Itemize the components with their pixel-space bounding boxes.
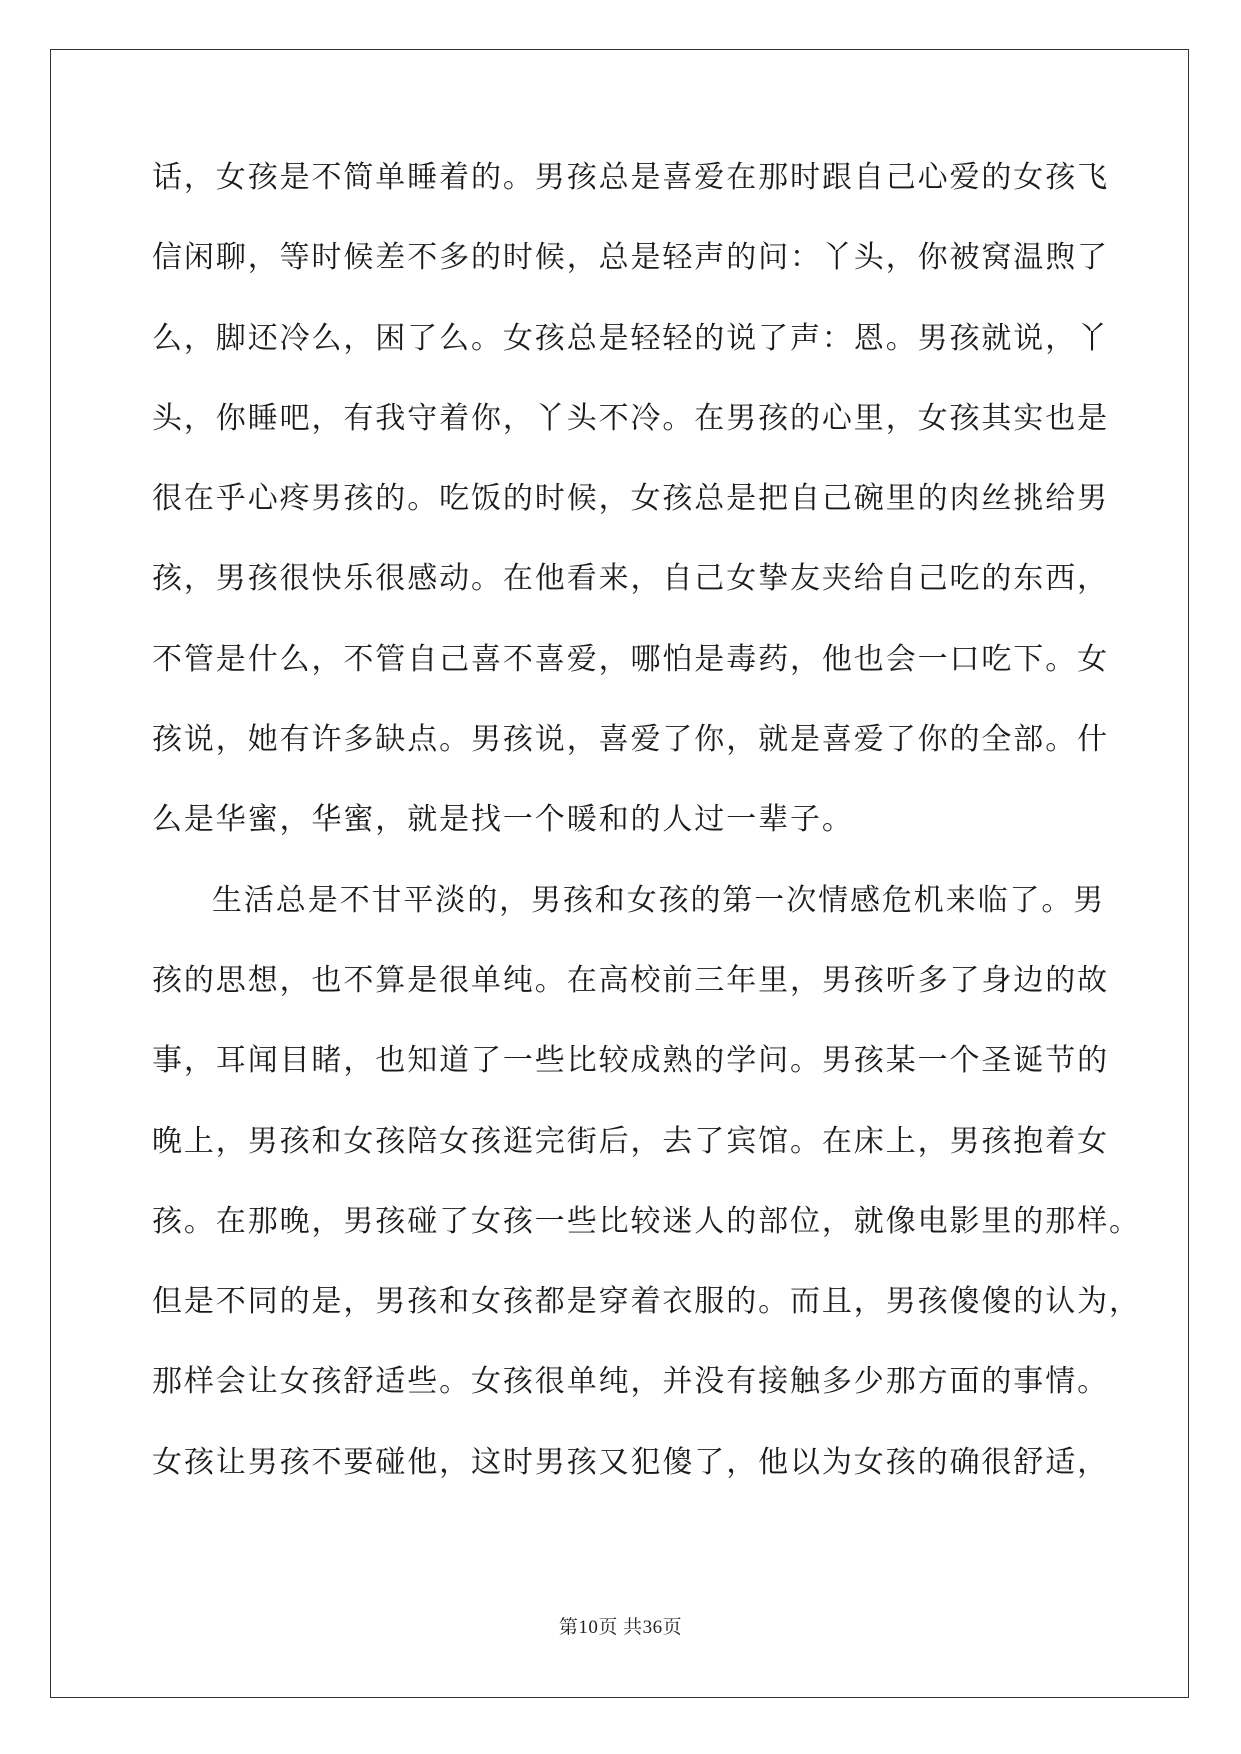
text-line: 事，耳闻目睹，也知道了一些比较成熟的学问。男孩某一个圣诞节的 xyxy=(152,1043,1109,1079)
text-line: 不管是什么，不管自己喜不喜爱，哪怕是毒药，他也会一口吃下。女 xyxy=(152,641,1109,677)
text-line: 么是华蜜，华蜜，就是找一个暖和的人过一辈子。 xyxy=(152,802,854,838)
text-line: 那样会让女孩舒适些。女孩很单纯，并没有接触多少那方面的事情。 xyxy=(152,1364,1109,1400)
text-line: 晚上，男孩和女孩陪女孩逛完街后，去了宾馆。在床上，男孩抱着女 xyxy=(152,1123,1109,1159)
text-line: 孩。在那晚，男孩碰了女孩一些比较迷人的部位，就像电影里的那样。 xyxy=(152,1203,1141,1239)
text-line: 头，你睡吧，有我守着你，丫头不冷。在男孩的心里，女孩其实也是 xyxy=(152,400,1109,436)
paragraph-first-line: 生活总是不甘平淡的，男孩和女孩的第一次情感危机来临了。男 xyxy=(212,882,1106,918)
page-number: 第10页 共36页 xyxy=(558,1617,683,1638)
text-line: 孩的思想，也不算是很单纯。在高校前三年里，男孩听多了身边的故 xyxy=(152,962,1109,998)
text-line: 话，女孩是不简单睡着的。男孩总是喜爱在那时跟自己心爱的女孩飞 xyxy=(152,160,1109,195)
text-line: 孩，男孩很快乐很感动。在他看来，自己女挚友夹给自己吃的东西， xyxy=(152,561,1109,597)
text-line: 但是不同的是，男孩和女孩都是穿着衣服的。而且，男孩傻傻的认为， xyxy=(152,1284,1141,1320)
document-body xyxy=(152,158,1141,1523)
text-line: 信闲聊，等时候差不多的时候，总是轻声的问：丫头，你被窝温煦了 xyxy=(152,240,1109,276)
text-line: 很在乎心疼男孩的。吃饭的时候，女孩总是把自己碗里的肉丝挑给男 xyxy=(152,481,1109,517)
text-line: 么，脚还冷么，困了么。女孩总是轻轻的说了声：恩。男孩就说，丫 xyxy=(152,320,1109,356)
text-line: 孩说，她有许多缺点。男孩说，喜爱了你，就是喜爱了你的全部。什 xyxy=(152,722,1109,758)
text-line: 女孩让男孩不要碰他，这时男孩又犯傻了，他以为女孩的确很舒适， xyxy=(152,1444,1109,1480)
